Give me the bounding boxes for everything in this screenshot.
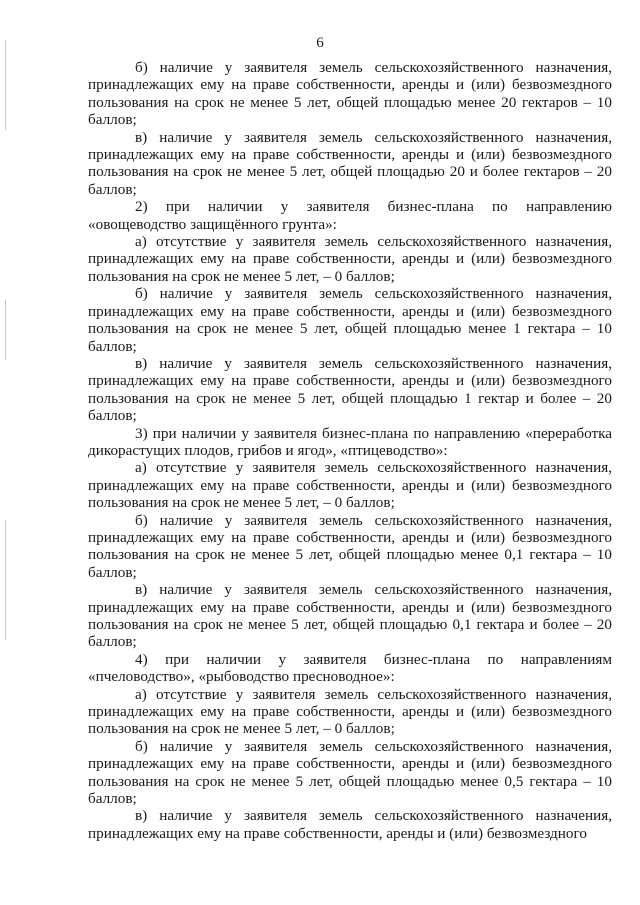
paragraph: 4) при наличии у заявителя бизнес-плана по направлениям «пчеловодство», «рыбоводство пресноводное»: (88, 650, 612, 686)
page-number: 6 (316, 35, 324, 51)
paragraph: б) наличие у заявителя земель сельскохозяйственного назначения, принадлежащих ему на праве собственности, аренды и (или) безвозмездного пользования на срок не менее 5 лет, общей площадью менее 0,1 гектара – 10 баллов; (88, 511, 612, 581)
paragraph: а) отсутствие у заявителя земель сельскохозяйственного назначения, принадлежащих ему на праве собственности, аренды и (или) безвозмездного пользования на срок не менее 5 лет, – 0 баллов; (88, 459, 612, 512)
paragraph: а) отсутствие у заявителя земель сельскохозяйственного назначения, принадлежащих ему на праве собственности, аренды и (или) безвозмездного пользования на срок не менее 5 лет, – 0 баллов; (88, 233, 612, 285)
document-body (88, 59, 612, 842)
paragraph: 2) при наличии у заявителя бизнес-плана по направлению «овощеводство защищённого грунта»: (88, 198, 612, 233)
paragraph: б) наличие у заявителя земель сельскохозяйственного назначения, принадлежащих ему на праве собственности, аренды и (или) безвозмездного пользования на срок не менее 5 лет, общей площадью менее 1 гектара – 10 баллов; (88, 285, 612, 355)
paragraph: в) наличие у заявителя земель сельскохозяйственного назначения, принадлежащих ему на праве собственности, аренды и (или) безвозмездного (88, 807, 612, 842)
paragraph: в) наличие у заявителя земель сельскохозяйственного назначения, принадлежащих ему на праве собственности, аренды и (или) безвозмездного пользования на срок не менее 5 лет, общей площадью 0,1 гектара и более – 20 баллов; (88, 581, 612, 651)
paragraph: а) отсутствие у заявителя земель сельскохозяйственного назначения, принадлежащих ему на праве собственности, аренды и (или) безвозмездного пользования на срок не менее 5 лет, – 0 баллов; (88, 685, 612, 738)
scan-edge-mark (5, 300, 6, 360)
paragraph: б) наличие у заявителя земель сельскохозяйственного назначения, принадлежащих ему на праве собственности, аренды и (или) безвозмездного пользования на срок не менее 5 лет, общей площадью менее 20 гектаров – 10 баллов; (88, 59, 612, 129)
scan-edge-mark (5, 40, 6, 130)
paragraph: б) наличие у заявителя земель сельскохозяйственного назначения, принадлежащих ему на праве собственности, аренды и (или) безвозмездного пользования на срок не менее 5 лет, общей площадью менее 0,5 гектара – 10 баллов; (88, 737, 612, 808)
paragraph: в) наличие у заявителя земель сельскохозяйственного назначения, принадлежащих ему на праве собственности, аренды и (или) безвозмездного пользования на срок не менее 5 лет, общей площадью 20 и более гектаров – 20 баллов; (88, 128, 612, 198)
paragraph: 3) при наличии у заявителя бизнес-плана по направлению «переработка дикорастущих плодов, грибов и ягод», «птицеводство»: (88, 424, 612, 459)
scan-edge-mark (5, 520, 6, 640)
paragraph: в) наличие у заявителя земель сельскохозяйственного назначения, принадлежащих ему на праве собственности, аренды и (или) безвозмездного пользования на срок не менее 5 лет, общей площадью 1 гектар и более – 20 баллов; (88, 354, 612, 425)
